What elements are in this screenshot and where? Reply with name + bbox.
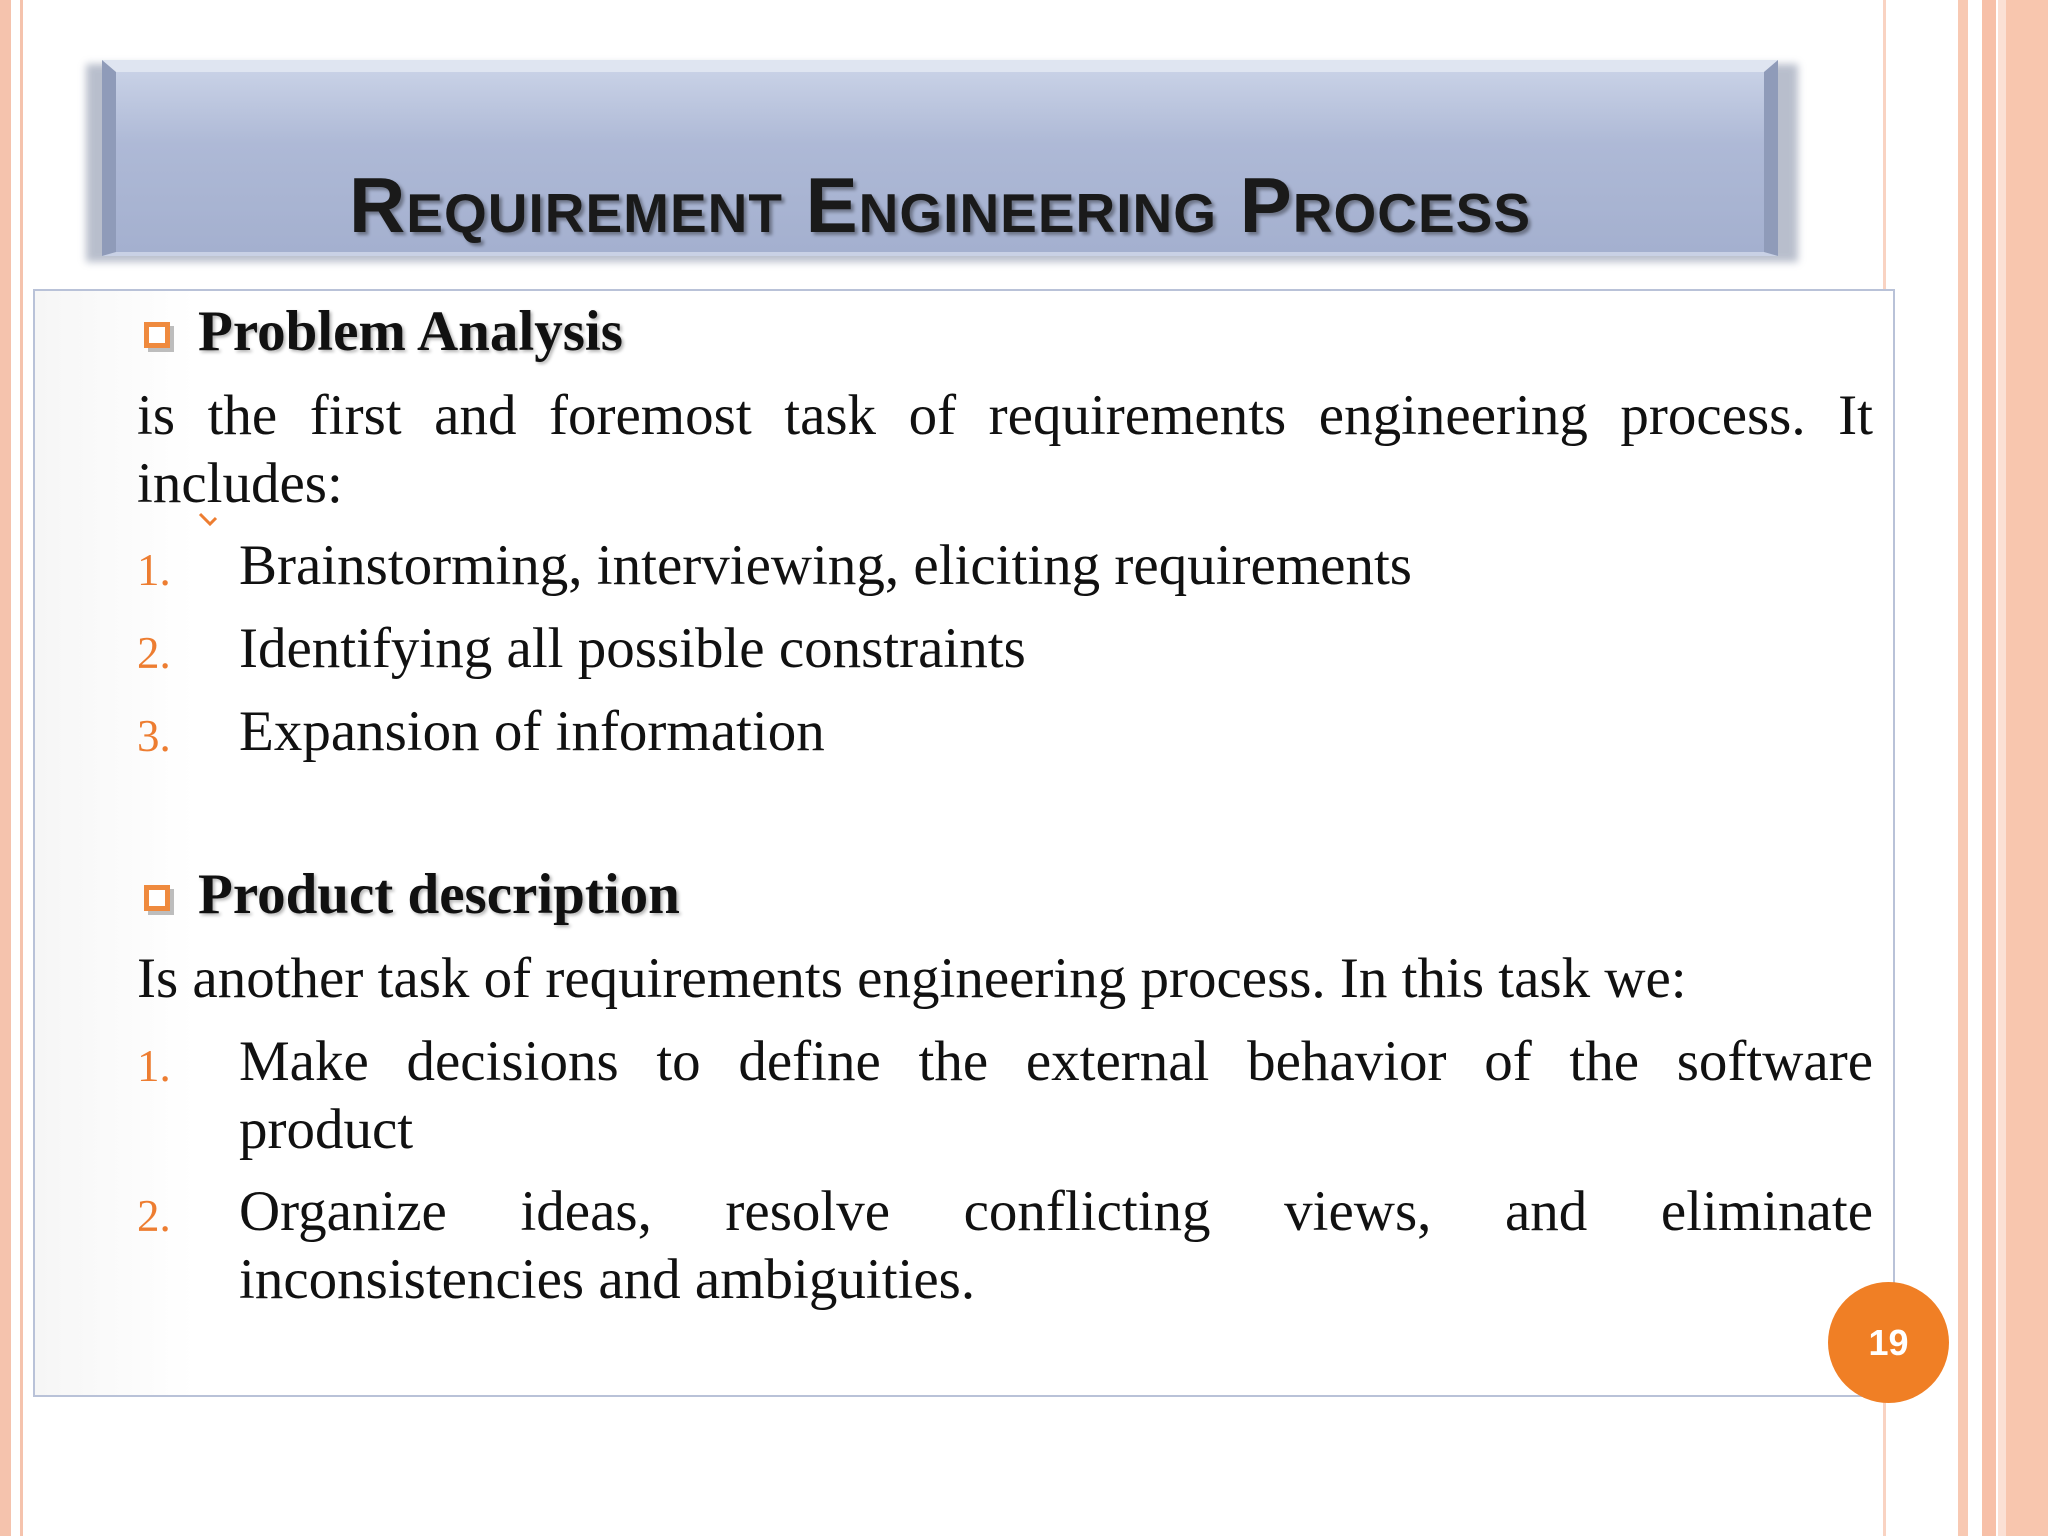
page-number-badge xyxy=(1828,1282,1949,1403)
section2-item-line1: Make decisions to define the external behavior of the software xyxy=(239,1030,1873,1093)
right-stripe-e xyxy=(1998,0,2006,1536)
section1-item-number: 1. xyxy=(137,545,171,595)
section2-item-line2: product xyxy=(239,1098,414,1161)
left-stripe-outer xyxy=(0,0,11,1536)
left-stripe-inner xyxy=(20,0,23,1536)
section2-item-line1: Organize ideas, resolve conflicting views, and eliminate xyxy=(239,1180,1873,1243)
section1-item-text: Identifying all possible constraints xyxy=(239,617,1026,680)
section1-heading: Problem Analysis xyxy=(198,300,623,363)
section1-item-text: Brainstorming, interviewing, eliciting requirements xyxy=(239,534,1412,597)
section2-heading: Product description xyxy=(198,863,680,926)
right-stripe-d xyxy=(1982,0,1996,1536)
section2-item-number: 1. xyxy=(137,1041,171,1091)
section2-item-line2: inconsistencies and ambiguities. xyxy=(239,1248,976,1311)
right-stripe-b xyxy=(1958,0,1968,1536)
right-stripe-f xyxy=(2006,0,2048,1536)
section1-item-number: 3. xyxy=(137,711,171,761)
section2-item-number: 2. xyxy=(137,1191,171,1241)
title-banner xyxy=(102,60,1778,256)
section1-intro-line2: includes: xyxy=(137,452,343,515)
section1-item-text: Expansion of information xyxy=(239,700,825,763)
cursor-mark-icon xyxy=(196,506,220,530)
slide-title: Requirement Engineering Process xyxy=(348,161,1532,249)
section2-intro: Is another task of requirements engineering process. In this task we: xyxy=(137,947,1687,1010)
page-number: 19 xyxy=(1868,1321,1909,1363)
right-stripe-c xyxy=(1970,0,1982,1536)
bullet-checkbox-icon xyxy=(144,322,170,348)
section1-intro-line1: is the first and foremost task of requirements engineering process. It xyxy=(137,384,1873,447)
section1-item-number: 2. xyxy=(137,628,171,678)
bullet-checkbox-icon xyxy=(144,885,170,911)
